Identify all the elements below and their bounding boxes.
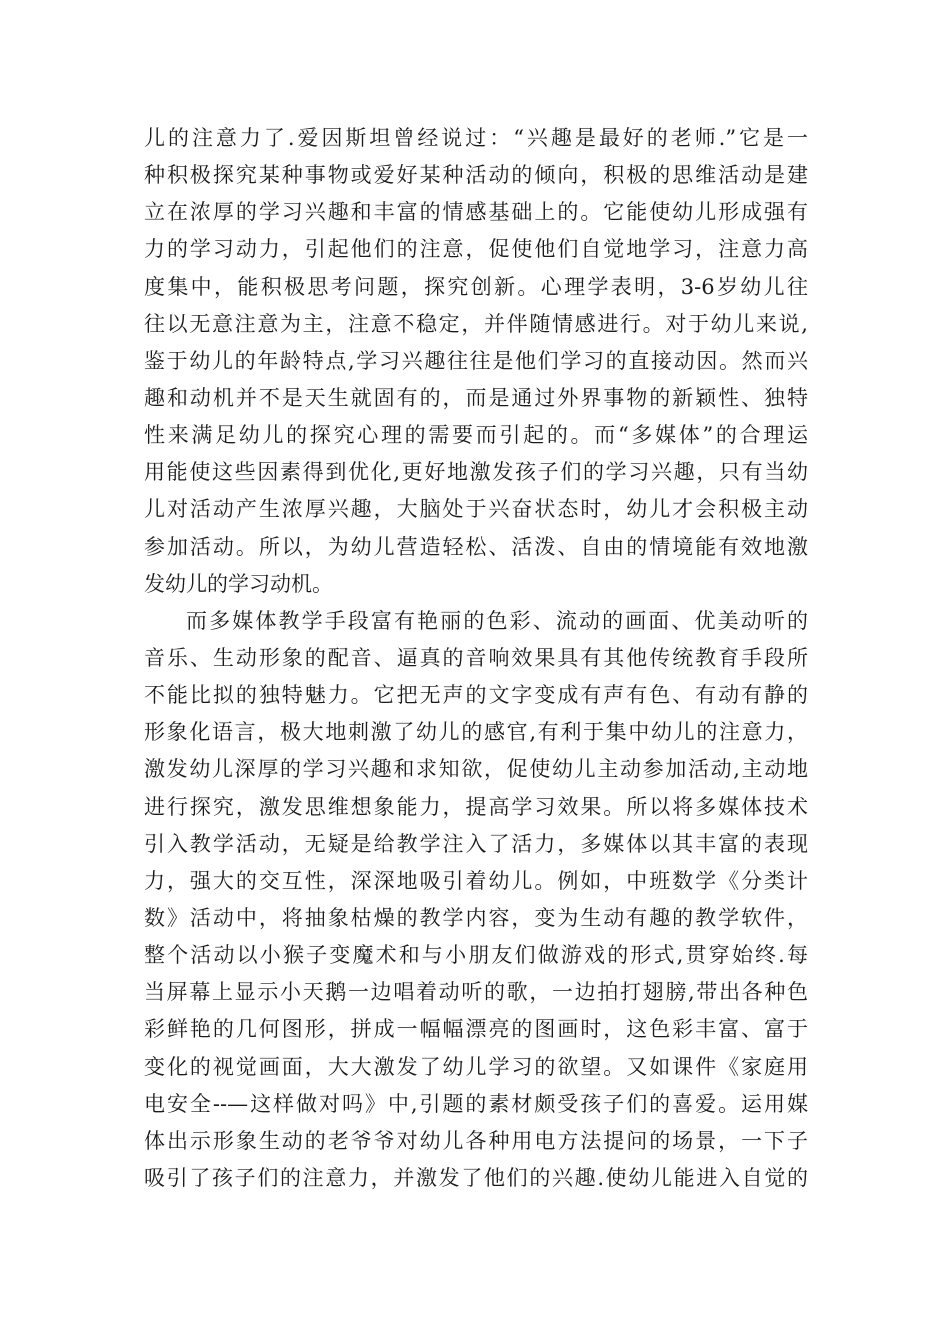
text-line: 形象化语言，极大地刺激了幼儿的感官,有利于集中幼儿的注意力， — [144, 720, 808, 745]
paragraph — [144, 120, 808, 603]
text-line: 用能使这些因素得到优化,更好地激发孩子们的学习兴趣，只有当幼 — [144, 460, 808, 485]
text-line: 电安全--—这样做对吗》中,引题的素材颇受孩子们的喜爱。运用媒 — [144, 1091, 808, 1116]
text-line: 儿的注意力了.爱因斯坦曾经说过：“兴趣是最好的老师.”它是一 — [144, 126, 808, 150]
text-line: 儿对活动产生浓厚兴趣，大脑处于兴奋状态时，幼儿才会积极主动 — [144, 497, 808, 522]
text-line: 力的学习动力，引起他们的注意，促使他们自觉地学习，注意力高 — [144, 237, 808, 262]
body-text — [144, 120, 808, 1197]
text-line: 种积极探究某种事物或爱好某种活动的倾向，积极的思维活动是建 — [144, 163, 808, 188]
text-line: 趣和动机并不是天生就固有的，而是通过外界事物的新颖性、独特 — [144, 385, 808, 410]
text-line: 激发幼儿深厚的学习兴趣和求知欲，促使幼儿主动参加活动,主动地 — [144, 757, 808, 782]
text-line: 而多媒体教学手段富有艳丽的色彩、流动的画面、优美动听的 — [186, 608, 808, 633]
text-line: 不能比拟的独特魅力。它把无声的文字变成有声有色、有动有静的 — [144, 683, 808, 708]
text-line: 发幼儿的学习动机。 — [144, 571, 333, 596]
text-line: 当屏幕上显示小天鹅一边唱着动听的歌，一边拍打翅膀,带出各种色 — [144, 980, 808, 1005]
text-line: 吸引了孩子们的注意力，并激发了他们的兴趣.使幼儿能进入自觉的 — [144, 1165, 808, 1190]
text-line: 引入教学活动，无疑是给教学注入了活力，多媒体以其丰富的表现 — [144, 831, 808, 856]
text-line: 彩鲜艳的几何图形，拼成一幅幅漂亮的图画时，这色彩丰富、富于 — [144, 1017, 808, 1042]
text-line: 参加活动。所以，为幼儿营造轻松、活泼、自由的情境能有效地激 — [144, 534, 808, 559]
paragraph — [144, 603, 808, 1197]
text-line: 数》活动中，将抽象枯燥的教学内容，变为生动有趣的教学软件， — [144, 905, 808, 930]
text-line: 音乐、生动形象的配音、逼真的音响效果具有其他传统教育手段所 — [144, 645, 808, 670]
text-line: 进行探究，激发思维想象能力，提高学习效果。所以将多媒体技术 — [144, 794, 808, 819]
text-line: 度集中，能积极思考问题，探究创新。心理学表明，3-6岁幼儿往 — [144, 274, 808, 299]
text-line: 体出示形象生动的老爷爷对幼儿各种用电方法提问的场景，一下子 — [144, 1128, 808, 1153]
text-line: 性来满足幼儿的探究心理的需要而引起的。而“多媒体”的合理运 — [144, 423, 808, 448]
text-line: 变化的视觉画面，大大激发了幼儿学习的欲望。又如课件《家庭用 — [144, 1054, 808, 1079]
text-line: 力，强大的交互性，深深地吸引着幼儿。例如，中班数学《分类计 — [144, 868, 808, 893]
text-line: 往以无意注意为主，注意不稳定，并伴随情感进行。对于幼儿来说, — [144, 311, 808, 336]
text-line: 鉴于幼儿的年龄特点,学习兴趣往往是他们学习的直接动因。然而兴 — [144, 348, 808, 373]
text-line: 立在浓厚的学习兴趣和丰富的情感基础上的。它能使幼儿形成强有 — [144, 200, 808, 225]
text-line: 整个活动以小猴子变魔术和与小朋友们做游戏的形式,贯穿始终.每 — [144, 943, 808, 968]
